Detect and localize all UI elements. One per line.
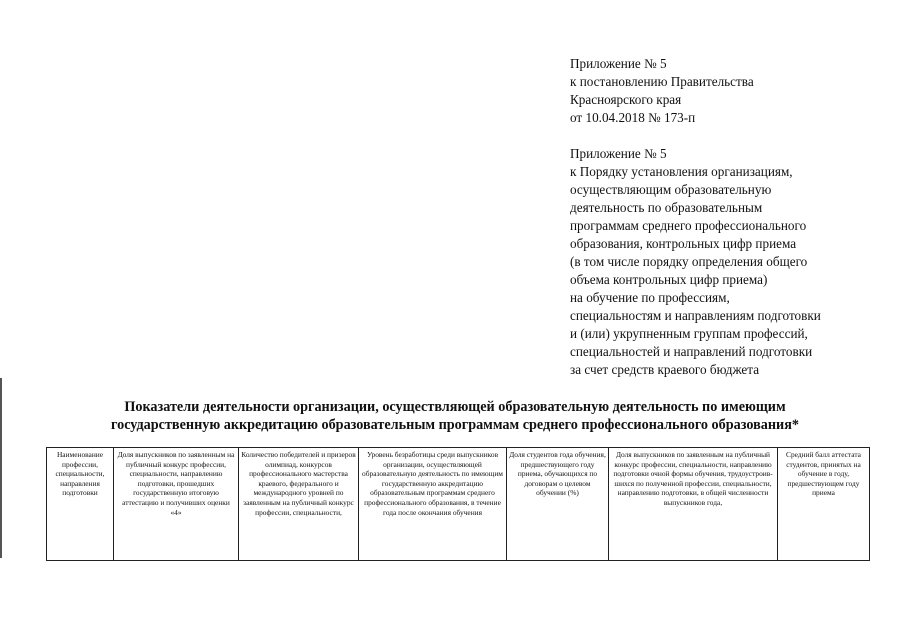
column-header-unemployment-level: Уровень безработицы среди выпускников организации, осуществляющей образовательную деятельность по имеющим государственную аккредитацию образовательным программам среднего профессионального образования, в течение года после окончания обучения xyxy=(359,448,507,561)
column-header-employed-graduates-share: Доля выпускников по заявленным на публичный конкурс профессии, специальности, направлению подготовки очной формы обучения, трудоустроив-шихся по полученной профессии, специальности, направлению подготовки, в общей численности выпускников года, xyxy=(609,448,778,561)
appendix-line: специальностей и направлений подготовки xyxy=(570,344,813,359)
appendix-line: на обучение по профессиям, xyxy=(570,290,730,305)
appendix-line: к постановлению Правительства xyxy=(570,74,754,89)
appendix-line: Приложение № 5 xyxy=(570,56,667,71)
column-header-graduates-share: Доля выпускников по заявленным на публичный конкурс профессии, специальности, направлению подготовки, прошедших государственную итоговую аттестацию и получивших оценки «4» xyxy=(114,448,239,561)
indicators-table xyxy=(46,447,870,561)
appendix-line: за счет средств краевого бюджета xyxy=(570,362,760,377)
appendix-line: деятельность по образовательным xyxy=(570,200,763,215)
table-header-row xyxy=(47,448,870,561)
column-header-targeted-students-share: Доля студентов года обучения, предшествующего году приема, обучающихся по договорам о целевом обучении (%) xyxy=(507,448,609,561)
appendix-line: от 10.04.2018 № 173-п xyxy=(570,110,696,125)
appendix-order-block xyxy=(570,145,821,379)
appendix-line: (в том числе порядку определения общего xyxy=(570,254,808,269)
title-line-1: Показатели деятельности организации, осуществляющей образовательную деятельность по имеющим xyxy=(124,399,786,415)
appendix-line: специальностям и направлениям подготовки xyxy=(570,308,821,323)
page-edge-line xyxy=(0,378,2,558)
appendix-line: осуществляющим образовательную xyxy=(570,182,772,197)
appendix-line: программам среднего профессионального xyxy=(570,218,807,233)
appendix-line: образования, контрольных цифр приема xyxy=(570,236,797,251)
appendix-resolution-block xyxy=(570,55,754,127)
appendix-line: Красноярского края xyxy=(570,92,682,107)
appendix-line: к Порядку установления организациям, xyxy=(570,164,793,179)
appendix-line: и (или) укрупненным группам профессий, xyxy=(570,326,808,341)
title-line-2: государственную аккредитацию образовательным программам среднего профессионального образования* xyxy=(111,417,799,433)
appendix-line: Приложение № 5 xyxy=(570,146,667,161)
column-header-profession: Наименование профессии, специальности, направления подготовки xyxy=(47,448,114,561)
column-header-olympiad-winners: Количество победителей и призеров олимпиад, конкурсов профессионального мастерства краевого, федерального и международного уровней по заявленным на публичный конкурс профессии, специальности, xyxy=(239,448,359,561)
document-title xyxy=(40,398,870,434)
column-header-average-score: Средний балл аттестата студентов, принятых на обучение в году, предшествующем году приема xyxy=(778,448,870,561)
appendix-line: объема контрольных цифр приема) xyxy=(570,272,768,287)
